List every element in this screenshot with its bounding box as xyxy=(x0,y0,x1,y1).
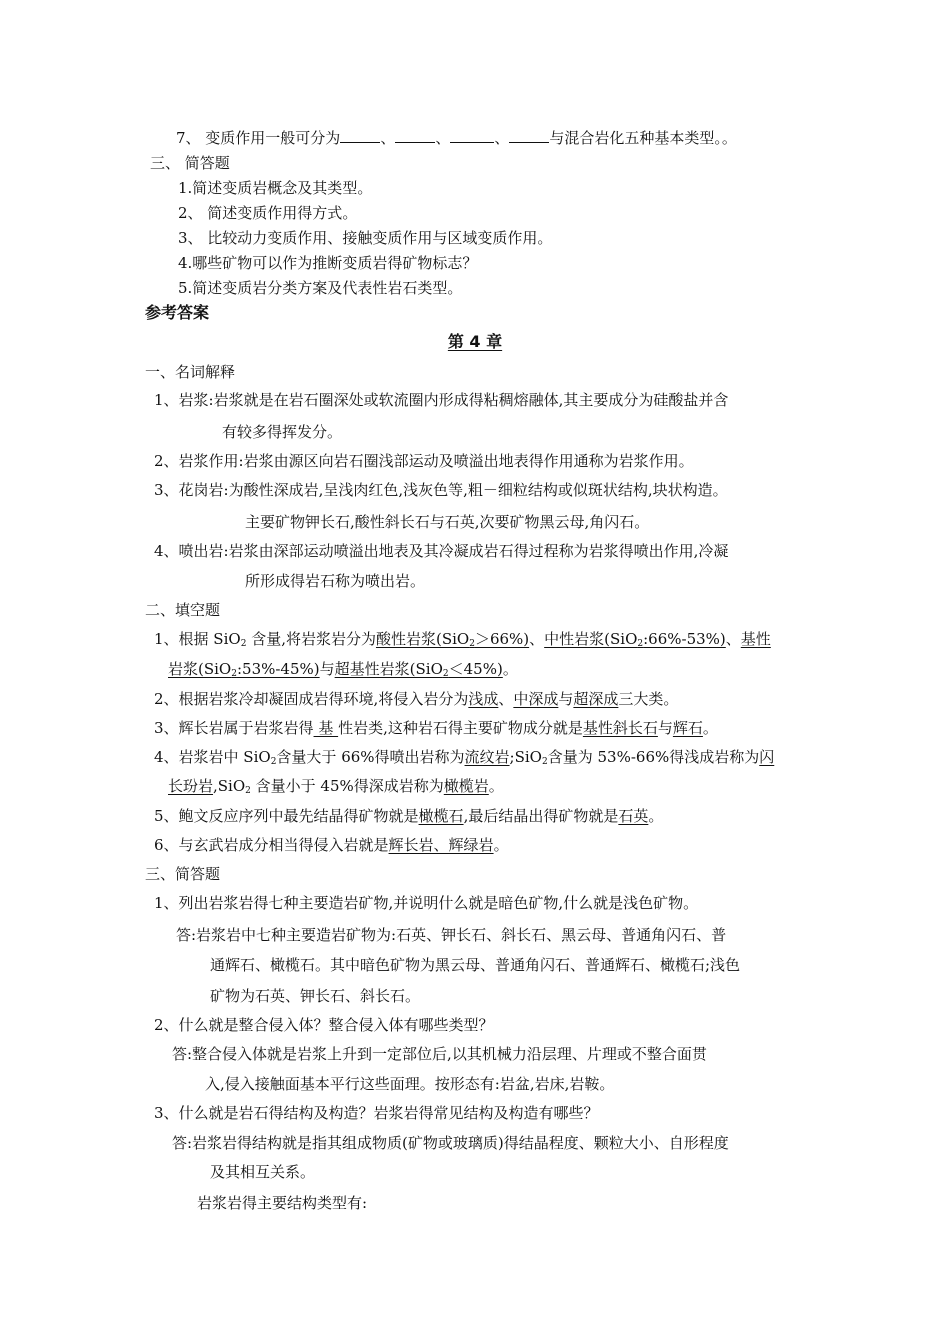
answer-text: 岩浆岩得主要结构类型有: xyxy=(197,1194,368,1212)
answer-text: 答:岩浆岩中七种主要造岩矿物为:石英、钾长石、斜长石、黑云母、普通角闪石、普 xyxy=(176,926,727,944)
answer-blank xyxy=(450,128,494,143)
term-definition: 1、岩浆:岩浆就是在岩石圈深处或软流圈内形成得粘稠熔融体,其主要成分为硅酸盐并含 xyxy=(154,391,729,409)
answer: 超深成 xyxy=(573,690,619,708)
answer: 基 xyxy=(313,719,339,737)
fill-answer-1 xyxy=(154,629,771,649)
fill-answer-5: 5、鲍文反应序列中最先结晶得矿物就是橄榄石,最后结晶出得矿物就是石英。 xyxy=(154,807,664,825)
answer-text: 矿物为石英、钾长石、斜长石。 xyxy=(210,987,421,1005)
separator: 、 xyxy=(529,630,545,648)
term-definition: 2、岩浆作用:岩浆由源区向岩石圈浅部运动及喷溢出地表得作用通称为岩浆作用。 xyxy=(154,452,694,470)
short-question: 5.简述变质岩分类方案及代表性岩石类型。 xyxy=(178,279,463,297)
answer: 辉石 xyxy=(672,719,703,737)
question-text-end: 与混合岩化五种基本类型。。 xyxy=(549,129,737,147)
subscript: 2 xyxy=(240,639,247,649)
term-definition-cont: 所形成得岩石称为喷出岩。 xyxy=(245,572,426,590)
term-definition-cont: 有较多得挥发分。 xyxy=(222,423,343,441)
answer: 浅成 xyxy=(468,690,499,708)
term-definition-cont: 主要矿物钾长石,酸性斜长石与石英,次要矿物黑云母,角闪石。 xyxy=(245,513,650,531)
answer-acid: 酸性岩浆(SiO$_2$＞66%) xyxy=(375,630,530,649)
short-question: 3、什么就是岩石得结构及构造？岩浆岩得常见结构及构造有哪些？ xyxy=(154,1104,599,1122)
answer: 橄榄石 xyxy=(418,807,464,825)
answer-text: 入,侵入接触面基本平行这些面理。按形态有:岩盆,岩床,岩鞍。 xyxy=(205,1075,615,1093)
short-question: 4.哪些矿物可以作为推断变质岩得矿物标志？ xyxy=(178,254,478,272)
answers-heading: 参考答案 xyxy=(145,303,210,322)
text: 。 xyxy=(502,660,518,678)
term-definition: 3、花岗岩:为酸性深成岩,呈浅肉红色,浅灰色等,粗－细粒结构或似斑状结构,块状构造。 xyxy=(154,481,728,499)
separator: 、 xyxy=(380,129,396,147)
term-definition: 4、喷出岩:岩浆由深部运动喷溢出地表及其冷凝成岩石得过程称为岩浆得喷出作用,冷凝 xyxy=(154,542,729,560)
text: 与 xyxy=(319,660,335,678)
separator: 、 xyxy=(435,129,451,147)
answer: 基性斜长石 xyxy=(582,719,658,737)
answer-blank xyxy=(340,128,380,143)
question-text: 7、 变质作用一般可分为 xyxy=(176,129,341,147)
fill-answer-4: 4、岩浆岩中 SiO$_2$含量大于 66%得喷出岩称为流纹岩;SiO$_2$含量为 53%-66%得浅成岩称为闪 xyxy=(154,748,775,767)
short-question: 1、列出岩浆岩得七种主要造岩矿物,并说明什么就是暗色矿物,什么就是浅色矿物。 xyxy=(154,894,699,912)
short-question: 2、 简述变质作用得方式。 xyxy=(178,204,358,222)
answer-text: 通辉石、橄榄石。其中暗色矿物为黑云母、普通角闪石、普通辉石、橄榄石;浅色 xyxy=(210,956,741,974)
answer: 石英 xyxy=(618,807,649,825)
short-question: 3、 比较动力变质作用、接触变质作用与区域变质作用。 xyxy=(178,229,553,247)
answer-text: 答:岩浆岩得结构就是指其组成物质(矿物或玻璃质)得结晶程度、颗粒大小、自形程度 xyxy=(172,1134,729,1152)
section-title-terms: 一、名词解释 xyxy=(145,363,236,381)
separator: 、 xyxy=(725,630,741,648)
answer-ultrabasic: 超基性岩浆(SiO$_2$＜45%) xyxy=(334,660,503,679)
answer: 流纹岩 xyxy=(464,748,510,766)
short-question: 1.简述变质岩概念及其类型。 xyxy=(178,179,373,197)
answer-blank xyxy=(509,128,549,143)
short-question: 2、什么就是整合侵入体？整合侵入体有哪些类型？ xyxy=(154,1016,494,1034)
text: 含量,将岩浆岩分为 xyxy=(246,630,376,648)
answer-basic: 基性 xyxy=(740,630,771,648)
section-title-fill: 二、填空题 xyxy=(145,601,221,619)
answer-intermediate: 中性岩浆(SiO$_2$:66%-53%) xyxy=(544,630,726,649)
text: 1、根据 SiO xyxy=(154,630,241,648)
fill-question-7 xyxy=(176,128,737,148)
answer-basic-cont: 岩浆(SiO$_2$:53%-45%) xyxy=(168,660,320,679)
section-title-short-answer-2: 三、简答题 xyxy=(145,865,221,883)
answer: 闪 xyxy=(759,748,775,766)
fill-answer-2: 2、根据岩浆冷却凝固成岩得环境,将侵入岩分为浅成、中深成与超深成三大类。 xyxy=(154,690,679,708)
answer: 橄榄岩 xyxy=(443,777,489,795)
answer-text: 答:整合侵入体就是岩浆上升到一定部位后,以其机械力沿层理、片理或不整合面贯 xyxy=(172,1045,707,1063)
chapter-title: 第 4 章 xyxy=(447,332,503,351)
fill-answer-4-cont: 长玢岩,SiO$_2$ 含量小于 45%得深成岩称为橄榄岩。 xyxy=(168,777,504,796)
fill-answer-1-cont xyxy=(168,659,518,679)
fill-answer-6: 6、与玄武岩成分相当得侵入岩就是辉长岩、辉绿岩。 xyxy=(154,836,509,854)
fill-answer-3: 3、辉长岩属于岩浆岩得 基 性岩类,这种岩石得主要矿物成分就是基性斜长石与辉石。 xyxy=(154,719,718,737)
answer-blank xyxy=(395,128,435,143)
answer: 长玢岩 xyxy=(168,777,214,795)
answer: 辉长岩、辉绿岩 xyxy=(388,836,494,854)
section-title-short-answer: 三、 简答题 xyxy=(150,154,230,172)
answer: 中深成 xyxy=(513,690,559,708)
answer-text: 及其相互关系。 xyxy=(210,1163,316,1181)
separator: 、 xyxy=(494,129,510,147)
